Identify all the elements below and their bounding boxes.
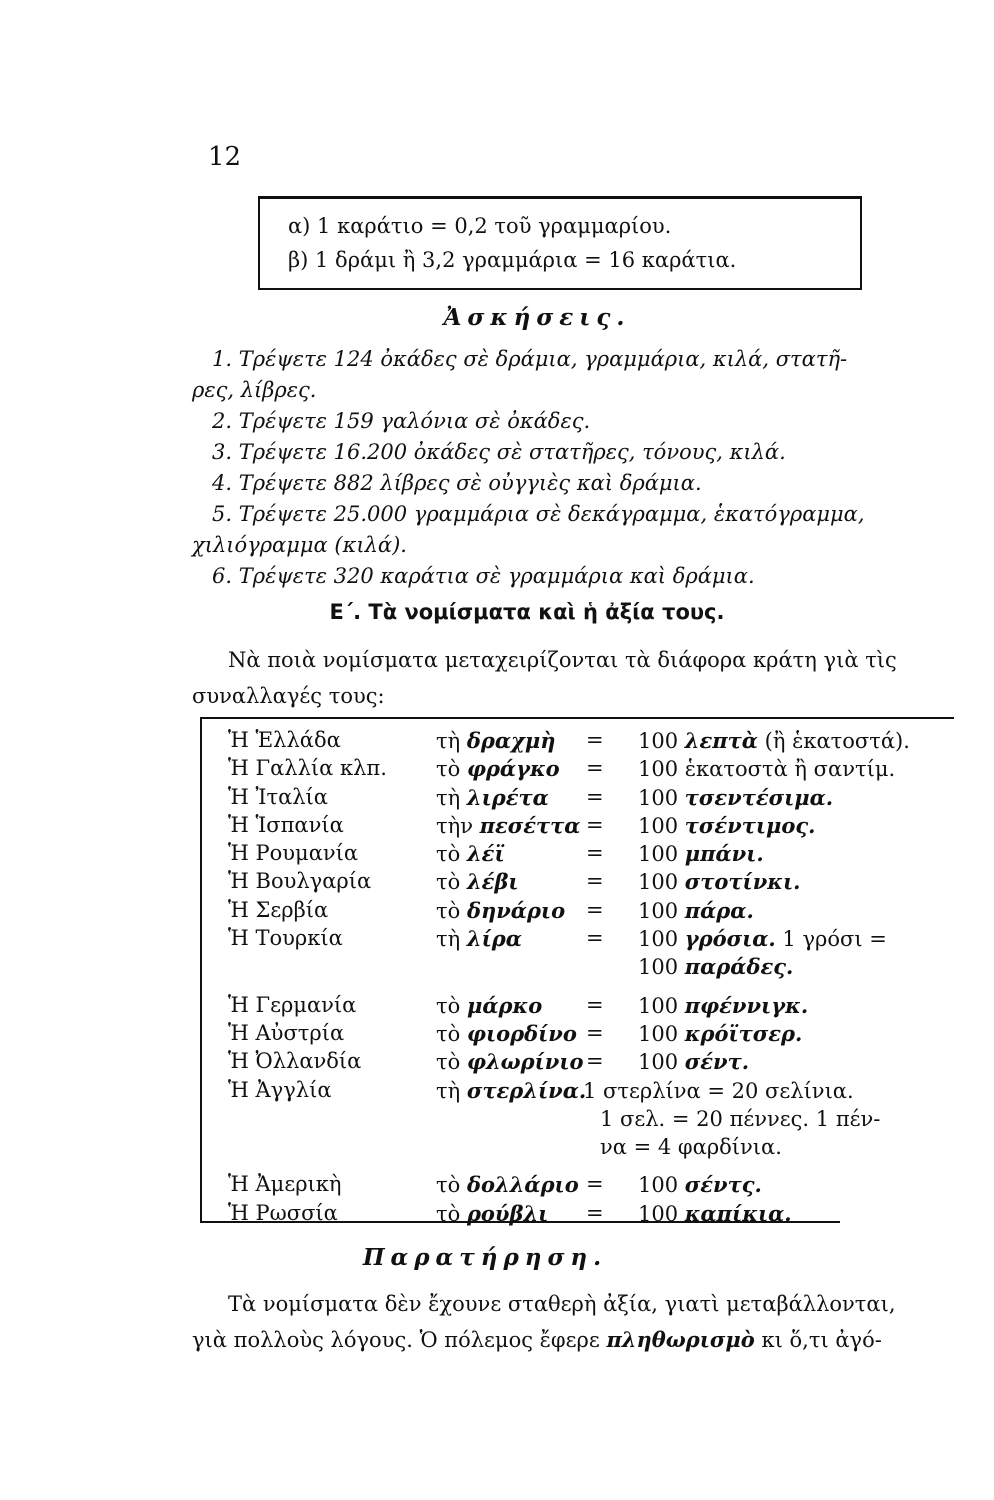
note-line-1: Τὰ νομίσματα δὲν ἔχουνε σταθερὴ ἀξία, γιατὶ μεταβάλλονται, <box>228 1292 896 1316</box>
country-cell: Ἡ Σερβία <box>228 897 329 922</box>
coin-name: ρούβλι <box>466 1200 549 1226</box>
coin-cell <box>436 1021 577 1046</box>
subunit-name: παράδες. <box>684 954 794 980</box>
equals-sign: = <box>586 728 604 752</box>
subunit-count: 100 <box>638 729 679 753</box>
subunit-cell <box>638 728 910 753</box>
country-cell: Ἡ Γαλλία κλπ. <box>228 756 387 781</box>
coin-cell <box>436 1201 548 1226</box>
table-row <box>228 841 958 869</box>
coin-cell <box>436 1049 584 1074</box>
coin-name: δραχμὴ <box>466 728 556 753</box>
note-line-2-start: γιὰ πολλοὺς λόγους. Ὁ πόλεμος ἔφερε <box>192 1328 600 1352</box>
note-emphasis: πληθωρισμὸ <box>606 1327 755 1352</box>
table-row <box>228 993 958 1021</box>
subunit-count: 100 <box>638 813 679 838</box>
section-e-intro <box>192 642 956 714</box>
table-row <box>228 756 958 784</box>
exercise-line: 4. Τρέψετε 882 λίβρες σὲ οὐγγιὲς καὶ δράμια. <box>212 471 702 495</box>
coin-article: τὴ <box>436 1078 461 1103</box>
subunit-extra: ἑκατοστὰ ἢ σαντίμ. <box>684 757 896 782</box>
table-row <box>228 869 958 897</box>
equals-sign: = <box>586 841 604 866</box>
coin-name: πεσέττα <box>479 812 581 838</box>
country-cell: Ἡ Ρωσσία <box>228 1200 338 1225</box>
table-gap <box>228 983 958 993</box>
exercise-line: 1. Τρέψετε 124 ὀκάδες σὲ δράμια, γραμμάρια, κιλά, στατῆ- <box>212 347 848 371</box>
country-cell: Ἡ Αὐστρία <box>228 1020 345 1045</box>
country-cell: Ἡ Ρουμανία <box>228 841 359 866</box>
subunit-name: τσέντιμος. <box>684 812 816 838</box>
exercise-line: 2. Τρέψετε 159 γαλόνια σὲ ὀκάδες. <box>212 409 591 433</box>
coin-article: τὸ <box>436 842 461 867</box>
country-cell: Ἡ Ἰταλία <box>228 784 328 809</box>
country-cell: Ἡ Τουρκία <box>228 926 343 951</box>
coin-name: λίρα <box>466 926 522 952</box>
subunit-count: 100 <box>638 955 679 980</box>
subunit-count: 100 <box>638 1050 679 1075</box>
subunit-name: τσεντέσιμα. <box>684 784 834 810</box>
table-row <box>228 813 958 841</box>
coin-article: τὴ <box>436 785 461 810</box>
definition-line-b: β) 1 δράμι ἢ 3,2 γραμμάρια = 16 καράτια. <box>288 248 737 272</box>
coin-cell <box>436 1078 586 1103</box>
equals-sign: = <box>586 1049 604 1074</box>
exercise-line: 3. Τρέψετε 16.200 ὀκάδες σὲ στατῆρες, τόνους, κιλά. <box>212 440 786 464</box>
coin-name: μάρκο <box>466 992 543 1018</box>
subunit-name: λεπτὰ <box>684 728 758 753</box>
table-row <box>228 1106 958 1134</box>
subunit-name: γρόσια. <box>684 926 776 952</box>
country-cell: Ἡ Ἀγγλία <box>228 1077 332 1102</box>
coin-article: τὸ <box>436 993 461 1018</box>
coin-article: τὴ <box>436 927 461 952</box>
subunit-name: σέντ. <box>684 1049 750 1075</box>
country-cell: Ἡ Βουλγαρία <box>228 869 372 894</box>
subunit-name: πφέννιγκ. <box>684 992 809 1018</box>
subunit-cell <box>638 869 800 894</box>
subunit-count: 100 <box>638 927 679 952</box>
subunit-count: να = 4 φαρδίνια. <box>600 1135 782 1160</box>
page-number: 12 <box>208 142 242 172</box>
coin-article: τὸ <box>436 757 461 782</box>
subunit-cell <box>638 1172 762 1197</box>
coin-article: τὸ <box>436 1173 461 1198</box>
exercises-title: Ἀσκήσεις. <box>443 304 631 331</box>
coin-article: τὴ <box>436 729 461 753</box>
exercise-line: χιλιόγραμμα (κιλά). <box>192 533 407 557</box>
coin-cell <box>436 1172 579 1197</box>
subunit-count: 1 σελ. = 20 πέννες. 1 πέν- <box>600 1106 881 1131</box>
subunit-count: 100 <box>638 842 679 867</box>
table-row <box>228 1134 958 1162</box>
coin-name: φιορδίνο <box>466 1020 577 1046</box>
coin-name: δηνάριο <box>466 897 566 923</box>
coin-article: τὸ <box>436 870 461 895</box>
subunit-count: 100 <box>638 870 679 895</box>
intro-line: συναλλαγές τους: <box>192 684 385 708</box>
table-row <box>228 1201 958 1229</box>
subunit-count: 100 <box>638 785 679 810</box>
subunit-cell <box>638 785 833 810</box>
subunit-count: 100 <box>638 993 679 1018</box>
subunit-cell <box>583 1078 854 1103</box>
country-cell: Ἡ Ἀμερικὴ <box>228 1172 342 1197</box>
equals-sign: = <box>586 812 604 837</box>
coin-cell <box>436 869 519 894</box>
subunit-count: 1 στερλίνα = 20 σελίνια. <box>583 1078 854 1103</box>
table-rule-left <box>200 717 202 1221</box>
currency-table <box>228 728 958 1229</box>
equals-sign: = <box>586 1020 604 1045</box>
table-gap <box>228 1162 958 1172</box>
coin-cell <box>436 756 560 781</box>
subunit-cell <box>638 756 895 781</box>
table-row <box>228 898 958 926</box>
subunit-count: 100 <box>638 1021 679 1046</box>
coin-name: δολλάριο <box>466 1172 579 1198</box>
subunit-cell <box>638 1201 792 1226</box>
coin-cell <box>436 841 505 866</box>
exercise-line: 6. Τρέψετε 320 καράτια σὲ γραμμάρια καὶ δράμια. <box>212 564 755 588</box>
equals-sign: = <box>586 926 604 951</box>
table-rule-top <box>200 717 954 719</box>
subunit-cell <box>638 898 754 923</box>
intro-line: Νὰ ποιὰ νομίσματα μεταχειρίζονται τὰ διάφορα κράτη γιὰ τὶς <box>228 648 897 672</box>
coin-cell <box>436 898 565 923</box>
country-cell: Ἡ Ἱσπανία <box>228 812 344 837</box>
subunit-cell <box>600 1134 782 1159</box>
country-cell: Ἡ Γερμανία <box>228 992 357 1017</box>
equals-sign: = <box>586 1172 604 1197</box>
coin-cell <box>436 785 549 810</box>
table-row <box>228 926 958 954</box>
coin-name: λέβι <box>466 869 519 895</box>
equals-sign: = <box>586 784 604 809</box>
coin-name: λέϊ <box>466 841 505 867</box>
equals-sign: = <box>586 1200 604 1225</box>
coin-name: στερλίνα. <box>466 1077 587 1103</box>
subunit-cell <box>638 926 887 951</box>
subunit-name: πάρα. <box>684 897 754 923</box>
coin-name: φράγκο <box>466 756 560 782</box>
note-text <box>192 1286 952 1358</box>
coin-cell <box>436 728 555 753</box>
country-cell: Ἡ Ἑλλάδα <box>228 728 341 752</box>
subunit-cell <box>638 1021 802 1046</box>
note-line-2-end: κι ὅ,τι ἀγό- <box>761 1328 882 1352</box>
note-line-2 <box>192 1322 952 1358</box>
subunit-cell <box>638 1049 749 1074</box>
coin-article: τὸ <box>436 898 461 923</box>
coin-article: τὸ <box>436 1201 461 1226</box>
equals-sign: = <box>586 897 604 922</box>
table-row <box>228 1021 958 1049</box>
table-row <box>228 954 958 982</box>
table-row <box>228 1049 958 1077</box>
subunit-count: 100 <box>638 1173 679 1198</box>
country-cell: Ἡ Ὀλλανδία <box>228 1049 362 1074</box>
subunit-name: μπάνι. <box>684 841 764 867</box>
equals-sign: = <box>586 992 604 1017</box>
coin-name: λιρέτα <box>466 784 549 810</box>
subunit-count: 100 <box>638 898 679 923</box>
definition-box <box>258 196 862 290</box>
exercises-list <box>192 344 952 592</box>
coin-article: τὸ <box>436 1021 461 1046</box>
subunit-name: κρόϊτσερ. <box>684 1020 803 1046</box>
subunit-name: καπίκια. <box>684 1200 792 1226</box>
coin-article: τὴν <box>436 813 473 838</box>
equals-sign: = <box>586 869 604 894</box>
note-title: Παρατήρηση. <box>362 1244 608 1271</box>
subunit-cell <box>638 954 793 979</box>
equals-sign: = <box>586 756 604 781</box>
coin-cell <box>436 926 522 951</box>
section-e-heading: Ε΄. Τὰ νομίσματα καὶ ἡ ἀξία τους. <box>329 600 725 624</box>
subunit-name: στοτίνκι. <box>684 869 801 895</box>
table-row <box>228 785 958 813</box>
subunit-cell <box>638 841 764 866</box>
subunit-name: σέντς. <box>684 1172 762 1198</box>
subunit-count: 100 <box>638 757 679 782</box>
table-row <box>228 1172 958 1200</box>
subunit-cell <box>600 1106 880 1131</box>
coin-cell <box>436 993 542 1018</box>
subunit-extra: (ἢ ἑκατοστά). <box>764 729 910 753</box>
subunit-extra: 1 γρόσι = <box>782 927 887 952</box>
coin-article: τὸ <box>436 1050 461 1075</box>
coin-name: φλωρίνιο <box>466 1049 584 1075</box>
exercise-line: 5. Τρέψετε 25.000 γραμμάρια σὲ δεκάγραμμα, ἑκατόγραμμα, <box>212 502 865 526</box>
subunit-cell <box>638 993 808 1018</box>
table-row <box>228 1078 958 1106</box>
subunit-cell <box>638 813 816 838</box>
subunit-count: 100 <box>638 1201 679 1226</box>
table-row <box>228 728 958 756</box>
exercise-line: ρες, λίβρες. <box>192 378 317 402</box>
definition-line-a: α) 1 καράτιο = 0,2 τοῦ γραμμαρίου. <box>288 214 672 238</box>
coin-cell <box>436 813 580 838</box>
